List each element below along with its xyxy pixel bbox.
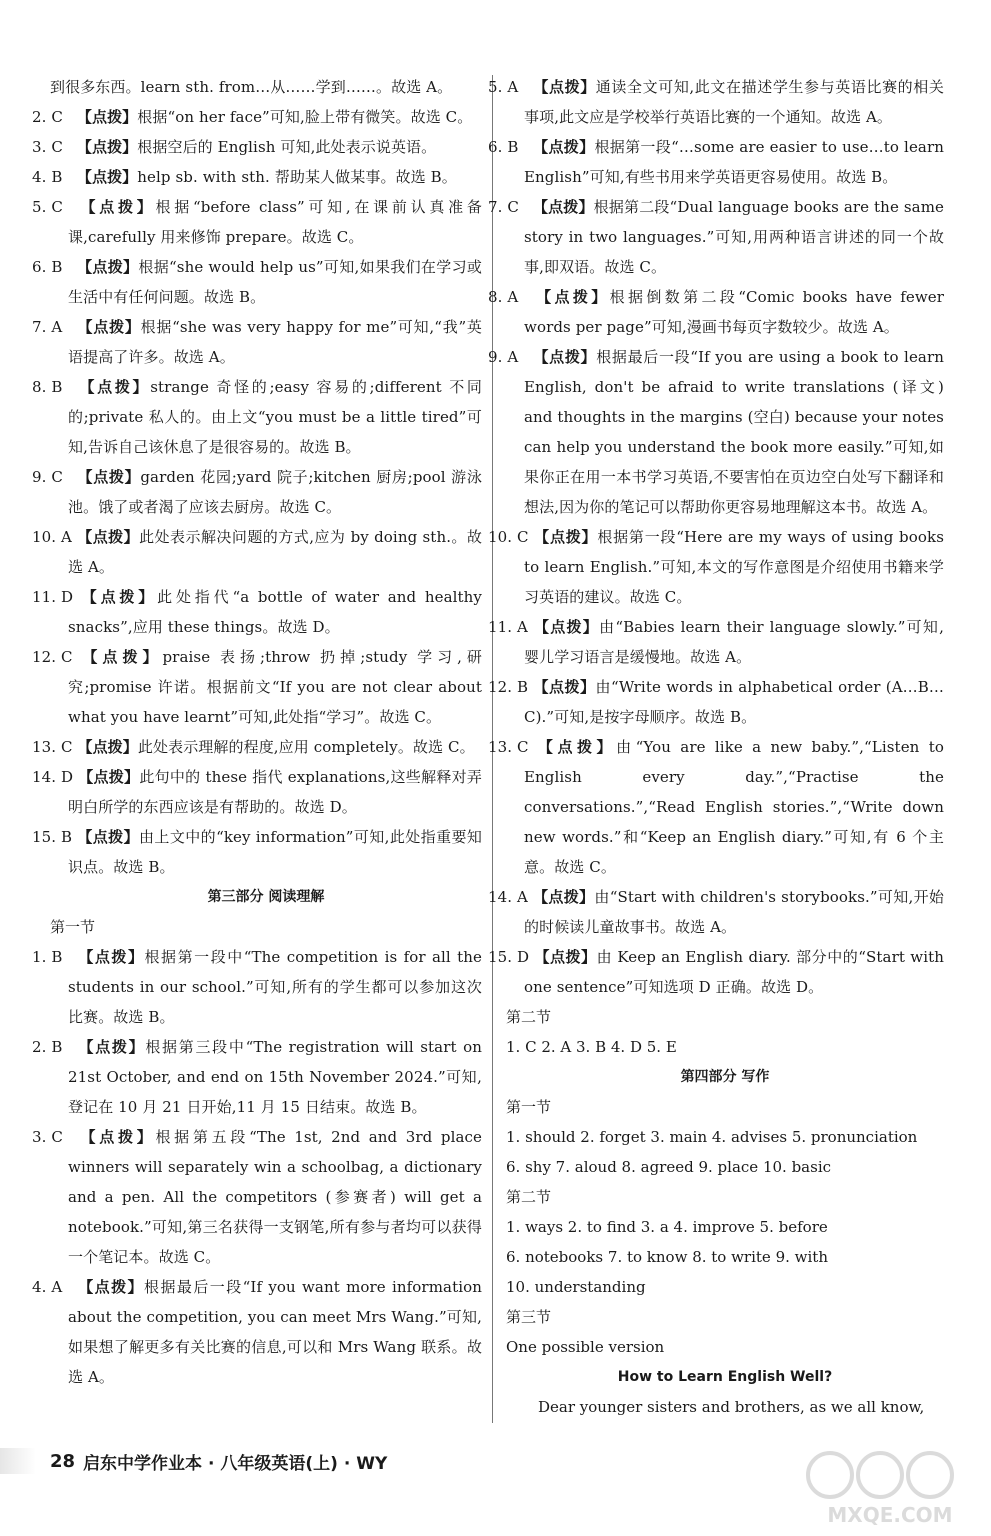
answer-entry <box>32 102 482 132</box>
hint-tag: 【点拨】 <box>81 588 158 606</box>
section2-answers: 1. C 2. A 3. B 4. D 5. E <box>506 1038 677 1056</box>
answer-entry <box>32 132 482 162</box>
hint-tag: 【点拨】 <box>78 1038 146 1056</box>
part2-answer-list <box>32 72 483 882</box>
answer-explanation: garden 花园;yard 院子;kitchen 厨房;pool 游泳池。饿了或者渴了应该去厨房。故选 C。 <box>68 468 482 516</box>
answer-entry <box>488 672 945 732</box>
p4-section2-row3: 10. understanding <box>506 1278 646 1296</box>
hint-tag: 【点拨】 <box>77 318 141 336</box>
answer-number: 6. B <box>32 258 63 276</box>
essay-title: How to Learn English Well? <box>617 1369 833 1385</box>
right-column <box>488 72 945 1422</box>
answer-entry <box>488 72 944 132</box>
answer-entry <box>488 342 944 522</box>
p4-section3-label: 第三节 <box>506 1308 552 1326</box>
answer-explanation: 此处表示理解的程度,应用 completely。故选 C。 <box>137 738 475 756</box>
answer-explanation: 根据第一段“Here are my ways of using books to learn English.”可知,本文的写作意图是介绍使用书籍来学习英语的建议。故选 C。 <box>524 528 945 606</box>
hint-tag: 【点拨】 <box>534 948 597 966</box>
part4-title: 第四部分 写作 <box>680 1069 770 1085</box>
answer-explanation: 此处表示解决问题的方式,应为 by doing sth.。故选 A。 <box>68 528 482 576</box>
answer-number: 15. D <box>488 948 530 966</box>
answer-number: 12. C <box>32 648 73 666</box>
hint-tag: 【点拨】 <box>534 528 598 546</box>
part3-answer-list <box>32 942 482 1392</box>
section1-label: 第一节 <box>50 918 96 936</box>
hint-tag: 【点拨】 <box>77 828 139 846</box>
answer-number: 3. C <box>32 1128 63 1146</box>
answer-explanation: 此句中的 these 指代 explanations,这些解释对弄明白所学的东西应该是有帮助的。故选 D。 <box>68 768 482 816</box>
hint-tag: 【点拨】 <box>76 138 138 156</box>
answer-entry <box>32 942 482 1032</box>
answer-entry <box>32 312 483 372</box>
answer-entry <box>32 1122 482 1272</box>
answer-entry <box>488 132 945 192</box>
answer-explanation: 根据“on her face”可知,脸上带有微笑。故选 C。 <box>137 108 473 126</box>
answer-number: 14. D <box>32 768 74 786</box>
answer-entry <box>488 942 944 1002</box>
answer-entry <box>32 822 482 882</box>
answer-number: 6. B <box>488 138 519 156</box>
left-column <box>32 72 483 1392</box>
answer-entry <box>32 1032 482 1122</box>
answer-number: 13. C <box>488 738 529 756</box>
hint-tag: 【点拨】 <box>79 378 151 396</box>
answer-number: 10. C <box>488 528 529 546</box>
answer-explanation: 根据“before class”可知,在课前认真准备课,carefully 用来修饰 prepare。故选 C。 <box>68 198 482 246</box>
answer-entry <box>488 282 945 342</box>
hint-tag: 【点拨】 <box>78 948 145 966</box>
answer-entry <box>32 192 482 252</box>
answer-explanation: 由“Write words in alphabetical order (A…B…C).”可知,是按字母顺序。故选 B。 <box>524 678 945 726</box>
p4-section1-row2: 6. shy 7. aloud 8. agreed 9. place 10. basic <box>506 1158 832 1176</box>
answer-number: 9. A <box>488 348 519 366</box>
hint-tag: 【点拨】 <box>533 78 596 96</box>
hint-tag: 【点拨】 <box>77 528 140 546</box>
hint-tag: 【点拨】 <box>533 348 597 366</box>
p4-section1-label: 第一节 <box>506 1098 552 1116</box>
answer-number: 2. C <box>32 108 63 126</box>
hint-tag: 【点拨】 <box>77 468 141 486</box>
answer-entry <box>50 72 482 102</box>
hint-tag: 【点拨】 <box>76 108 138 126</box>
answer-number: 7. C <box>488 198 519 216</box>
answer-number: 2. B <box>32 1038 63 1056</box>
part3-title: 第三部分 阅读理解 <box>207 889 325 905</box>
answer-number: 12. B <box>488 678 529 696</box>
answer-number: 13. C <box>32 738 73 756</box>
hint-tag: 【点拨】 <box>534 618 600 636</box>
p4-section2-label: 第二节 <box>506 1188 552 1206</box>
answer-explanation: 由“Start with children's storybooks.”可知,开始的时候读儿童故事书。故选 A。 <box>524 888 945 936</box>
page-footer <box>50 1444 387 1478</box>
answer-entry <box>32 1272 482 1392</box>
answer-explanation: 根据“she would help us”可知,如果我们在学习或生活中有任何问题。故选 B。 <box>68 258 482 306</box>
hint-tag: 【点拨】 <box>78 1278 144 1296</box>
hint-tag: 【点拨】 <box>80 198 156 216</box>
answer-explanation: 此处指代“a bottle of water and healthy snacks”,应用 these things。故选 D。 <box>68 588 482 636</box>
answer-number: 8. B <box>32 378 63 396</box>
version-label: One possible version <box>506 1338 665 1356</box>
answer-entry <box>488 732 944 882</box>
answer-explanation: 根据“she was very happy for me”可知,“我”英语提高了许多。故选 A。 <box>68 318 483 366</box>
hint-tag: 【点拨】 <box>533 888 595 906</box>
reading-answer-list <box>488 72 945 1002</box>
answer-number: 3. C <box>32 138 63 156</box>
p4-section1-row1: 1. should 2. forget 3. main 4. advises 5. pronunciation <box>506 1128 918 1146</box>
answer-number: 7. A <box>32 318 63 336</box>
page-number: 28 <box>50 1450 76 1472</box>
answer-number: 9. C <box>32 468 63 486</box>
hint-tag: 【点拨】 <box>77 738 138 756</box>
answer-number: 4. B <box>32 168 63 186</box>
answer-number: 11. D <box>32 588 74 606</box>
p4-section2-row1: 1. ways 2. to find 3. a 4. improve 5. before <box>506 1218 828 1236</box>
footer-accent-bar <box>0 1448 36 1474</box>
answer-explanation: 根据第五段“The 1st, 2nd and 3rd place winners will separately win a schoolbag, a dictionary and a pen. All the competitors (参赛者) will get a notebook.”可知,第三名获得一支钢笔,所有参与者均可以获得一个笔记本。故选 C。 <box>68 1128 482 1266</box>
answer-number: 15. B <box>32 828 73 846</box>
answer-entry <box>488 192 945 282</box>
answer-entry <box>32 762 482 822</box>
answer-entry <box>32 732 482 762</box>
answer-explanation: 根据第三段中“The registration will start on 21st October, and end on 15th November 2024.”可知,登记在 10 月 21 日开始,11 月 15 日结束。故选 B。 <box>68 1038 482 1116</box>
section2-label: 第二节 <box>506 1008 552 1026</box>
hint-tag: 【点拨】 <box>77 258 139 276</box>
hint-tag: 【点拨】 <box>80 1128 156 1146</box>
answer-explanation: 由上文中的“key information”可知,此处指重要知识点。故选 B。 <box>68 828 482 876</box>
answer-entry <box>32 522 482 582</box>
answer-explanation: 由“Babies learn their language slowly.”可知,婴儿学习语言是缓慢地。故选 A。 <box>524 618 944 666</box>
answer-entry <box>32 642 483 732</box>
answer-entry <box>32 462 482 522</box>
hint-tag: 【点拨】 <box>76 168 138 186</box>
answer-entry <box>32 372 482 462</box>
book-title: 启东中学作业本 · 八年级英语(上) · WY <box>83 1453 388 1474</box>
answer-explanation: 根据倒数第二段“Comic books have fewer words per page”可知,漫画书每页字数较少。故选 A。 <box>524 288 945 336</box>
answer-number: 10. A <box>32 528 72 546</box>
answer-number: 5. C <box>32 198 63 216</box>
answer-explanation: strange 奇怪的;easy 容易的;different 不同的;private 私人的。由上文“you must be a little tired”可知,告诉自己该休息了是很容易的。故选 B。 <box>68 378 482 456</box>
answer-explanation: 由“You are like a new baby.”,“Listen to English every day.”,“Practise the conversations.”,“Read English stories.”,“Write down new words.”和“Keep an English diary.”可知,有 6 个主意。故选 C。 <box>524 738 944 876</box>
answer-explanation: 根据最后一段“If you are using a book to learn English, don't be afraid to write translations (译文) and thoughts in the margins (空白) because your notes can help you understand the book more easily.”可知,如果你正在用一本书学习英语,不要害怕在页边空白处写下翻译和想法,因为你的笔记可以帮助你更容易地理解这本书。故选 A。 <box>524 348 944 516</box>
answer-number: 1. B <box>32 948 63 966</box>
essay-first-line: Dear younger sisters and brothers, as we all know, <box>538 1398 925 1416</box>
answer-explanation: 根据第一段“…some are easier to use…to learn English”可知,有些书用来学英语更容易使用。故选 B。 <box>524 138 945 186</box>
answer-explanation: 通读全文可知,此文在描述学生参与英语比赛的相关事项,此文应是学校举行英语比赛的一个通知。故选 A。 <box>524 78 944 126</box>
answer-explanation: 根据第二段“Dual language books are the same story in two languages.”可知,用两种语言讲述的同一个故事,即双语。故选 C。 <box>524 198 945 276</box>
hint-tag: 【点拨】 <box>532 198 594 216</box>
answer-entry <box>488 882 945 942</box>
answer-number: 14. A <box>488 888 528 906</box>
answer-explanation: 根据最后一段“If you want more information about the competition, you can meet Mrs Wang.”可知,如果想了解更多有关比赛的信息,可以和 Mrs Wang 联系。故选 A。 <box>68 1278 482 1386</box>
answer-number: 8. A <box>488 288 519 306</box>
hint-tag: 【点拨】 <box>533 138 595 156</box>
hint-tag: 【点拨】 <box>82 648 163 666</box>
answer-explanation: help sb. with sth. 帮助某人做某事。故选 B。 <box>137 168 457 186</box>
answer-entry <box>32 582 482 642</box>
answer-explanation: 由 Keep an English diary. 部分中的“Start with one sentence”可知选项 D 正确。故选 D。 <box>524 948 944 996</box>
answer-entry <box>32 162 482 192</box>
hint-tag: 【点拨】 <box>533 678 596 696</box>
hint-tag: 【点拨】 <box>537 738 617 756</box>
answer-number: 11. A <box>488 618 528 636</box>
answer-number: 4. A <box>32 1278 63 1296</box>
hint-tag: 【点拨】 <box>78 768 140 786</box>
answer-entry <box>32 252 482 312</box>
watermark-logo <box>800 1440 980 1530</box>
answer-number: 5. A <box>488 78 519 96</box>
answer-entry <box>488 522 945 612</box>
answer-explanation: 到很多东西。learn sth. from…从……学到……。故选 A。 <box>50 78 453 96</box>
p4-section2-row2: 6. notebooks 7. to know 8. to write 9. with <box>506 1248 828 1266</box>
hint-tag: 【点拨】 <box>536 288 610 306</box>
answer-explanation: praise 表扬;throw 扔掉;study 学习,研究;promise 许诺。根据前文“If you are not clear about what you have learnt”可知,此处指“学习”。故选 C。 <box>68 648 483 726</box>
watermark-text: MXQE.COM <box>827 1503 953 1527</box>
answer-entry <box>488 612 944 672</box>
answer-explanation: 根据空后的 English 可知,此处表示说英语。 <box>137 138 437 156</box>
answer-explanation: 根据第一段中“The competition is for all the students in our school.”可知,所有的学生都可以参加这次比赛。故选 B。 <box>68 948 482 1026</box>
